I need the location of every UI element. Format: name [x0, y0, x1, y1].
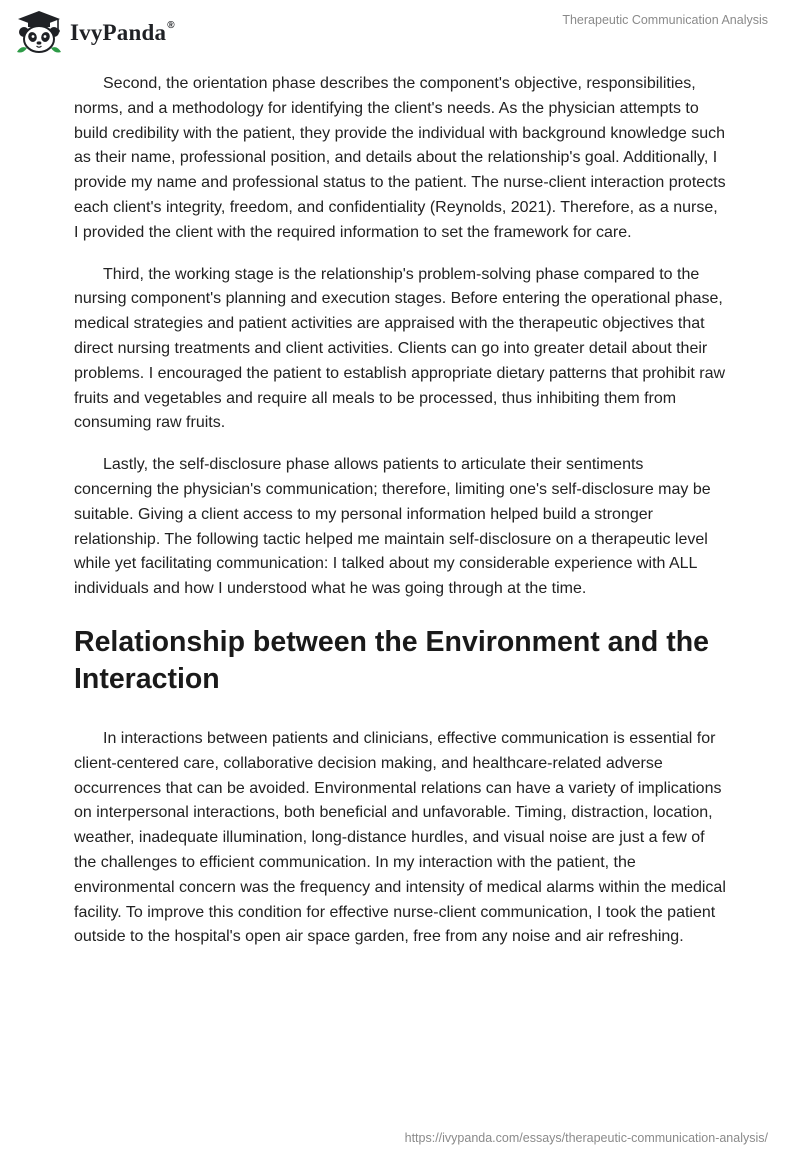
paragraph-environment: In interactions between patients and clinicians, effective communication is essential for client-centered care, collaborative decision making, and healthcare-related adverse occurrences that can be avoided. Environmental relations can have a variety of implications on interpersonal interactions, both beneficial and unfavorable. Timing, distraction, location, weather, inadequate illumination, long-distance hurdles, and visual noise are just a few of the challenges to efficient communication. In my interaction with the patient, the environmental concern was the frequency and intensity of medical alarms within the medical facility. To improve this condition for effective nurse-client communication, I took the patient outside to the hospital's open air space garden, free from any noise and air refreshing. [74, 729, 726, 946]
panda-graduate-icon [14, 8, 64, 56]
section-heading: Relationship between the Environment and the Interaction [74, 625, 709, 696]
paragraph-self-disclosure: Lastly, the self-disclosure phase allows patients to articulate their sentiments concerning the physician's communication; therefore, limiting one's self-disclosure may be suitable. Giving a client access to my personal information helped build a stronger relationship. The following tactic helped me maintain self-disclosure on a therapeutic level while yet facilitating communication: I talked about my considerable experience with ALL individuals and how I understood what he was going through at the time. [74, 456, 711, 598]
source-url[interactable]: https://ivypanda.com/essays/therapeutic-communication-analysis/ [404, 1131, 768, 1145]
ivypanda-logo[interactable] [14, 8, 175, 56]
essay-body [74, 72, 726, 967]
brand-name-text: IvyPanda [70, 20, 167, 45]
paragraph-orientation-phase: Second, the orientation phase describes the component's objective, responsibilities, norms, and a methodology for identifying the client's needs. As the physician attempts to build credibility with the patient, they provide the individual with background knowledge such as their name, professional position, and details about the relationship's goal. Additionally, I provide my name and professional status to the patient. The nurse-client interaction protects each client's integrity, freedom, and confidentiality (Reynolds, 2021). Therefore, as a nurse, I provided the client with the required information to set the framework for care. [74, 75, 726, 241]
document-title: Therapeutic Communication Analysis [562, 13, 768, 27]
paragraph-working-stage: Third, the working stage is the relationship's problem-solving phase compared to the nursing component's planning and execution stages. Before entering the operational phase, medical strategies and patient activities are appraised with the therapeutic objectives that direct nursing treatments and client activities. Clients can go into greater detail about their problems. I encouraged the patient to establish appropriate dietary patterns that prohibit raw fruits and vegetables and require all meals to be processed, thus inhibiting them from consuming raw fruits. [74, 265, 726, 432]
brand-name [70, 20, 175, 46]
registered-mark: ® [167, 20, 175, 32]
page-header [0, 0, 800, 60]
